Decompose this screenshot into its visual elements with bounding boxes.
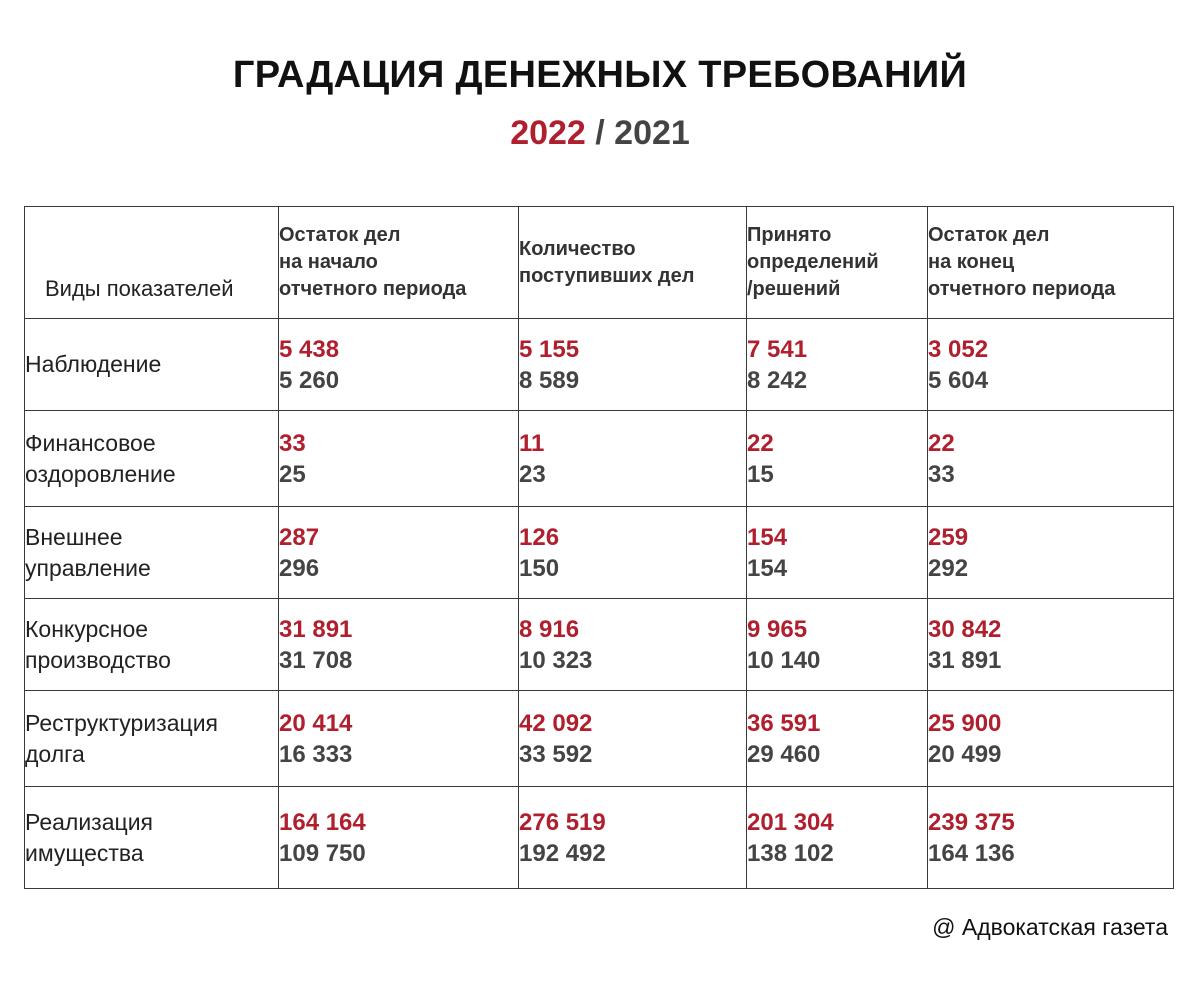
- value-2022: 33: [279, 429, 306, 457]
- column-header: Количество поступивших дел: [519, 207, 747, 319]
- value-cell: [279, 507, 519, 599]
- value-2021: 16 333: [279, 740, 353, 768]
- value-cell: [747, 599, 928, 691]
- row-label: [25, 691, 279, 787]
- value-cell: [928, 319, 1174, 411]
- year-separator: /: [585, 114, 615, 152]
- row-label-text: Реализация имущества: [25, 808, 153, 866]
- value-2021: 31 891: [928, 646, 1002, 674]
- value-2022: 201 304: [747, 808, 834, 836]
- source-credit: @ Адвокатская газета: [932, 914, 1168, 940]
- row-label: [25, 507, 279, 599]
- value-cell: [747, 691, 928, 787]
- value-2021: 109 750: [279, 839, 366, 867]
- value-2021: 31 708: [279, 646, 353, 674]
- value-cell: [928, 599, 1174, 691]
- value-2022: 3 052: [928, 335, 989, 363]
- value-2022: 164 164: [279, 808, 366, 836]
- value-2021: 10 140: [747, 646, 821, 674]
- row-label-text: Наблюдение: [25, 351, 162, 377]
- row-label: [25, 411, 279, 507]
- value-2022: 30 842: [928, 615, 1002, 643]
- value-2021: 192 492: [519, 839, 606, 867]
- header-row: [25, 207, 1174, 319]
- row-label-text: Конкурсное производство: [25, 615, 171, 673]
- value-2022: 8 916: [519, 615, 580, 643]
- value-2021: 25: [279, 460, 306, 488]
- value-2022: 276 519: [519, 808, 606, 836]
- table-row: [25, 691, 1174, 787]
- value-2021: 296: [279, 554, 320, 582]
- value-2021: 5 260: [279, 366, 340, 394]
- value-cell: [928, 507, 1174, 599]
- data-table: [24, 206, 1174, 889]
- value-cell: [747, 411, 928, 507]
- value-2022: 31 891: [279, 615, 353, 643]
- value-2022: 7 541: [747, 335, 808, 363]
- row-label: [25, 787, 279, 889]
- column-header: Остаток дел на начало отчетного периода: [279, 207, 519, 319]
- value-cell: [519, 691, 747, 787]
- row-label-text: Реструктуризация долга: [25, 709, 218, 767]
- value-cell: [519, 411, 747, 507]
- value-cell: [279, 319, 519, 411]
- value-2021: 33: [928, 460, 955, 488]
- column-header: Виды показателей: [25, 207, 279, 319]
- value-cell: [747, 319, 928, 411]
- value-cell: [928, 411, 1174, 507]
- value-2021: 10 323: [519, 646, 593, 674]
- value-2022: 5 155: [519, 335, 580, 363]
- row-label-text: Финансовое оздоровление: [25, 429, 176, 487]
- value-2022: 9 965: [747, 615, 808, 643]
- value-cell: [519, 599, 747, 691]
- value-2022: 239 375: [928, 808, 1015, 836]
- value-2021: 29 460: [747, 740, 821, 768]
- table-body: [25, 319, 1174, 889]
- value-2021: 138 102: [747, 839, 834, 867]
- value-cell: [279, 411, 519, 507]
- year-current: 2022: [510, 114, 586, 152]
- value-2022: 36 591: [747, 709, 821, 737]
- value-cell: [519, 319, 747, 411]
- value-2021: 150: [519, 554, 560, 582]
- chart-title: ГРАДАЦИЯ ДЕНЕЖНЫХ ТРЕБОВАНИЙ: [232, 54, 968, 96]
- value-2022: 287: [279, 523, 320, 551]
- value-2021: 5 604: [928, 366, 989, 394]
- value-cell: [747, 787, 928, 889]
- value-cell: [928, 787, 1174, 889]
- value-2022: 22: [928, 429, 955, 457]
- column-header: Принято определений /решений: [747, 207, 928, 319]
- value-cell: [928, 691, 1174, 787]
- value-2021: 292: [928, 554, 969, 582]
- value-2021: 8 242: [747, 366, 808, 394]
- value-2022: 259: [928, 523, 969, 551]
- value-cell: [519, 787, 747, 889]
- value-cell: [747, 507, 928, 599]
- value-2021: 33 592: [519, 740, 593, 768]
- value-2022: 154: [747, 523, 788, 551]
- column-header: Остаток дел на конец отчетного периода: [928, 207, 1174, 319]
- table-row: [25, 411, 1174, 507]
- value-2022: 22: [747, 429, 774, 457]
- row-label: [25, 319, 279, 411]
- value-2022: 42 092: [519, 709, 593, 737]
- value-2021: 8 589: [519, 366, 580, 394]
- value-2021: 154: [747, 554, 788, 582]
- table-row: [25, 599, 1174, 691]
- value-2021: 23: [519, 460, 546, 488]
- table-row: [25, 507, 1174, 599]
- row-label: [25, 599, 279, 691]
- value-2022: 5 438: [279, 335, 340, 363]
- chart-subtitle: [0, 114, 1200, 153]
- value-2022: 25 900: [928, 709, 1002, 737]
- table-row: [25, 319, 1174, 411]
- value-2022: 20 414: [279, 709, 353, 737]
- value-2022: 126: [519, 523, 560, 551]
- value-cell: [519, 507, 747, 599]
- value-cell: [279, 691, 519, 787]
- value-cell: [279, 599, 519, 691]
- row-label-text: Внешнее управление: [25, 523, 151, 581]
- value-2021: 15: [747, 460, 774, 488]
- value-cell: [279, 787, 519, 889]
- value-2021: 20 499: [928, 740, 1002, 768]
- value-2022: 11: [519, 429, 545, 457]
- year-previous: 2021: [614, 114, 690, 152]
- table-row: [25, 787, 1174, 889]
- value-2021: 164 136: [928, 839, 1015, 867]
